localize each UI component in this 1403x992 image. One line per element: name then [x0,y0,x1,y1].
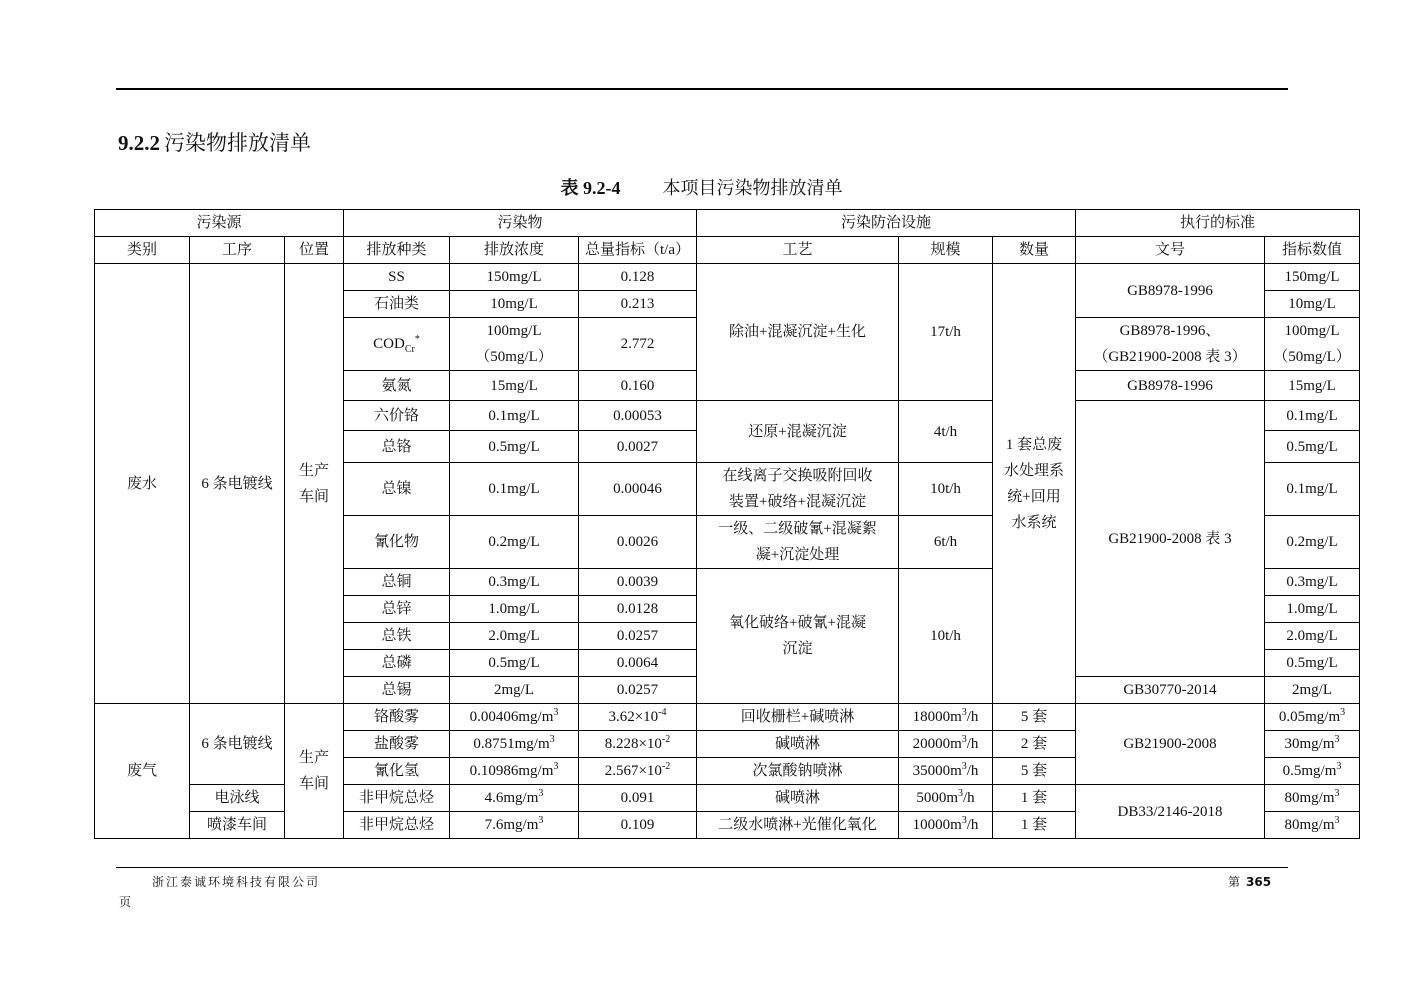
wg-conc: $0.8751mg/m^3$ [450,731,579,758]
ww-process-4: 一级、二级破氰+混凝絮 凝+沉淀处理 [697,516,899,569]
col-total: 总量指标（t/a） [579,237,697,264]
ww-scale-2: 4t/h [899,401,993,463]
col-scale: 规模 [899,237,993,264]
ww-standard-1: GB8978-1996 [1076,264,1265,318]
col-document: 文号 [1076,237,1265,264]
wg-type: 盐酸雾 [344,731,450,758]
ww-process-5: 氧化破络+破氰+混凝 沉淀 [697,569,899,704]
ww-standard-5: GB30770-2014 [1076,677,1265,704]
section-heading [118,128,311,158]
ww-standard-3: GB8978-1996 [1076,371,1265,401]
ww-type: SS [344,264,450,291]
wg-technology: 碱喷淋 [697,785,899,812]
wg-type: 非甲烷总烃 [344,812,450,839]
ww-limit: 0.1mg/L [1265,463,1360,516]
header-group-row [95,210,1360,237]
ww-type: 总铁 [344,623,450,650]
ww-limit: 100mg/L （50mg/L） [1265,318,1360,371]
ww-process: 6 条电镀线 [190,264,285,704]
wg-technology: 次氯酸钠喷淋 [697,758,899,785]
ww-conc: 0.1mg/L [450,463,579,516]
header-column-row [95,237,1360,264]
ww-limit: 15mg/L [1265,371,1360,401]
ww-scale-3: 10t/h [899,463,993,516]
footer-page: 第 365 [1228,875,1272,889]
ww-conc: 2.0mg/L [450,623,579,650]
table-caption [0,175,1403,202]
ww-limit: 0.3mg/L [1265,569,1360,596]
wg-quantity: 2 套 [993,731,1076,758]
wg-category: 废气 [95,704,190,839]
wg-limit: $0.5mg/m^3$ [1265,758,1360,785]
ww-process-3: 在线离子交换吸附回收 装置+破络+混凝沉淀 [697,463,899,516]
table-row [95,785,1360,812]
ww-type: 氨氮 [344,371,450,401]
ww-conc: 0.2mg/L [450,516,579,569]
wg-conc: $0.10986mg/m^3$ [450,758,579,785]
ww-quantity: 1 套总废 水处理系 统+回用 水系统 [993,264,1076,704]
wg-conc: $7.6mg/m^3$ [450,812,579,839]
ww-total: 0.213 [579,291,697,318]
ww-limit: 150mg/L [1265,264,1360,291]
wg-total: $8.228\times 10^{-2}$ [579,731,697,758]
wg-process-1: 6 条电镀线 [190,704,285,785]
wg-limit: $80mg/m^3$ [1265,812,1360,839]
wg-technology: 回收栅栏+碱喷淋 [697,704,899,731]
ww-limit: 0.1mg/L [1265,401,1360,431]
ww-type: 总锌 [344,596,450,623]
ww-scale-4: 6t/h [899,516,993,569]
header-source: 污染源 [95,210,344,237]
ww-total: 0.0257 [579,677,697,704]
ww-type: 总镍 [344,463,450,516]
ww-type: 总铜 [344,569,450,596]
ww-conc: 1.0mg/L [450,596,579,623]
footer-company: 浙江泰诚环境科技有限公司 [152,875,321,889]
ww-conc: 100mg/L （50mg/L） [450,318,579,371]
ww-limit: 0.5mg/L [1265,431,1360,463]
ww-type: 六价铬 [344,401,450,431]
ww-process-1: 除油+混凝沉淀+生化 [697,264,899,401]
ww-category: 废水 [95,264,190,704]
wg-total: 0.091 [579,785,697,812]
ww-type: 氰化物 [344,516,450,569]
col-process: 工序 [190,237,285,264]
col-quantity: 数量 [993,237,1076,264]
wg-quantity: 5 套 [993,704,1076,731]
ww-total: 0.0064 [579,650,697,677]
wg-type: 铬酸雾 [344,704,450,731]
wg-limit: $80mg/m^3$ [1265,785,1360,812]
section-number: 9.2.2 [118,131,160,155]
col-category: 类别 [95,237,190,264]
wg-total: $2.567\times 10^{-2}$ [579,758,697,785]
wg-process-2: 电泳线 [190,785,285,812]
wg-process-3: 喷漆车间 [190,812,285,839]
ww-total: 0.128 [579,264,697,291]
wg-standard-2: DB33/2146-2018 [1076,785,1265,839]
ww-total: 0.0128 [579,596,697,623]
col-location: 位置 [285,237,344,264]
ww-limit: 2mg/L [1265,677,1360,704]
wg-scale: $5000m^3/h$ [899,785,993,812]
wg-quantity: 1 套 [993,812,1076,839]
wg-scale: $35000m^3/h$ [899,758,993,785]
ww-total: 0.0257 [579,623,697,650]
col-technology: 工艺 [697,237,899,264]
wg-limit: $0.05mg/m^3$ [1265,704,1360,731]
ww-location: 生产 车间 [285,264,344,704]
ww-type-cod: $COD_{Cr}^*$ [344,318,450,371]
wg-technology: 碱喷淋 [697,731,899,758]
wg-location: 生产 车间 [285,704,344,839]
header-pollutant: 污染物 [344,210,697,237]
ww-total: 0.0039 [579,569,697,596]
wg-conc: $4.6mg/m^3$ [450,785,579,812]
ww-total: 2.772 [579,318,697,371]
wg-type: 非甲烷总烃 [344,785,450,812]
ww-limit: 10mg/L [1265,291,1360,318]
wg-limit: $30mg/m^3$ [1265,731,1360,758]
ww-total: 0.160 [579,371,697,401]
wg-scale: $10000m^3/h$ [899,812,993,839]
section-title: 污染物排放清单 [164,131,311,155]
col-limit: 指标数值 [1265,237,1360,264]
ww-conc: 15mg/L [450,371,579,401]
col-concentration: 排放浓度 [450,237,579,264]
wg-quantity: 1 套 [993,785,1076,812]
pollutant-discharge-table [94,209,1360,839]
ww-limit: 0.5mg/L [1265,650,1360,677]
wg-scale: $20000m^3/h$ [899,731,993,758]
wg-total: 0.109 [579,812,697,839]
wg-technology: 二级水喷淋+光催化氧化 [697,812,899,839]
ww-total: 0.00046 [579,463,697,516]
table-row [95,704,1360,731]
ww-limit: 0.2mg/L [1265,516,1360,569]
ww-standard-4: GB21900-2008 表 3 [1076,401,1265,677]
table-title: 本项目污染物排放清单 [662,178,843,199]
ww-limit: 1.0mg/L [1265,596,1360,623]
ww-conc: 0.3mg/L [450,569,579,596]
ww-type: 总锡 [344,677,450,704]
ww-process-2: 还原+混凝沉淀 [697,401,899,463]
wg-scale: $18000m^3/h$ [899,704,993,731]
header-facility: 污染防治设施 [697,210,1076,237]
wg-standard-1: GB21900-2008 [1076,704,1265,785]
ww-conc: 0.1mg/L [450,401,579,431]
ww-type: 石油类 [344,291,450,318]
ww-conc: 2mg/L [450,677,579,704]
ww-total: 0.00053 [579,401,697,431]
table-number: 表 9.2-4 [560,178,621,198]
footer-rule [116,867,1288,868]
table-row [95,264,1360,291]
ww-type: 总铬 [344,431,450,463]
footer-page-suffix: 页 [119,895,132,909]
header-rule [116,88,1288,90]
ww-limit: 2.0mg/L [1265,623,1360,650]
wg-type: 氰化氢 [344,758,450,785]
ww-conc: 150mg/L [450,264,579,291]
wg-conc: $0.00406mg/m^3$ [450,704,579,731]
ww-standard-2: GB8978-1996、 （GB21900-2008 表 3） [1076,318,1265,371]
ww-total: 0.0027 [579,431,697,463]
wg-quantity: 5 套 [993,758,1076,785]
header-standard: 执行的标准 [1076,210,1360,237]
ww-type: 总磷 [344,650,450,677]
col-type: 排放种类 [344,237,450,264]
ww-scale-1: 17t/h [899,264,993,401]
ww-conc: 0.5mg/L [450,431,579,463]
ww-total: 0.0026 [579,516,697,569]
ww-conc: 0.5mg/L [450,650,579,677]
ww-scale-5: 10t/h [899,569,993,704]
ww-conc: 10mg/L [450,291,579,318]
wg-total: $3.62\times 10^{-4}$ [579,704,697,731]
